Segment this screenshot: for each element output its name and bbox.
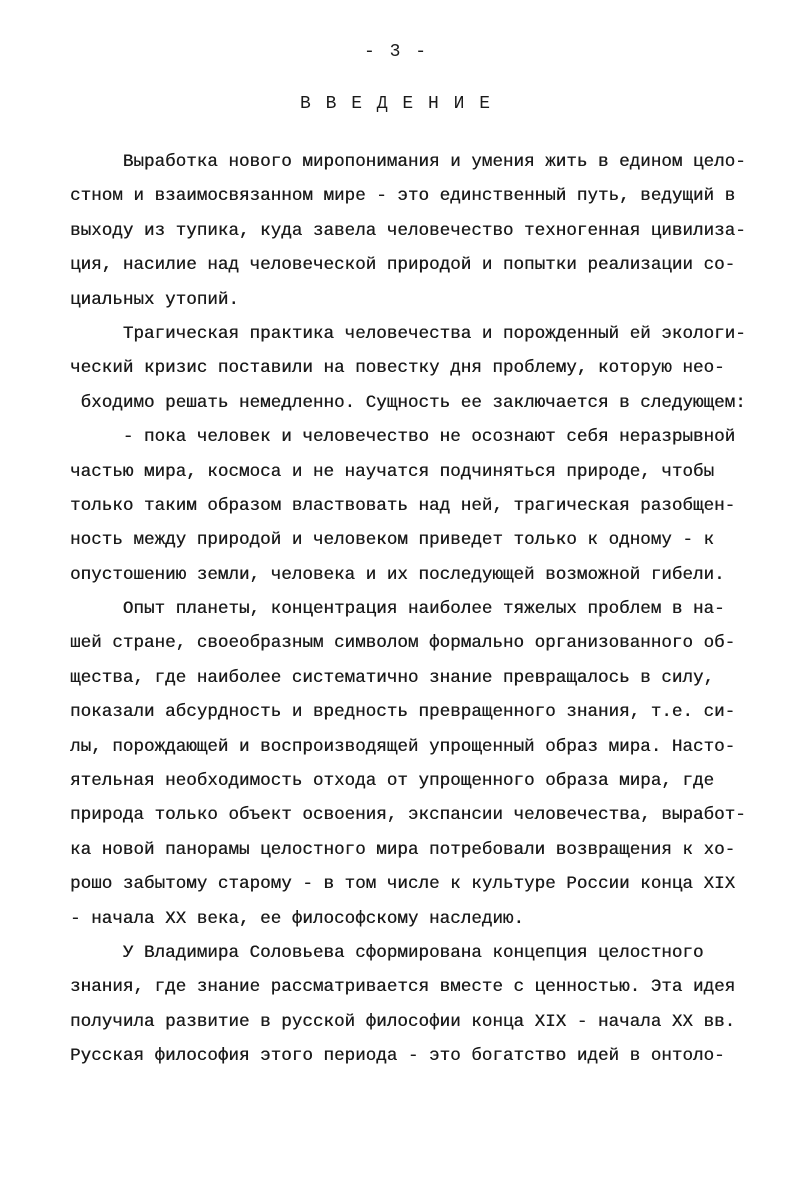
text-line: - начала XX века, ее философскому наследию. [70, 908, 524, 929]
text-line: - пока человек и человечество не осознают себя неразрывной [70, 427, 736, 448]
text-line: бходимо решать немедленно. Сущность ее заключается в следующем: [70, 392, 746, 413]
text-line: показали абсурдность и вредность превращенного знания, т.е. си- [70, 702, 736, 723]
text-line: опустошению земли, человека и их последующей возможной гибели. [70, 564, 725, 585]
text-line: циальных утопий. [70, 289, 239, 310]
text-line: природа только объект освоения, экспансии человечества, выработ- [70, 805, 746, 826]
text-line: рошо забытому старому - в том числе к культуре России конца XIX [70, 874, 736, 895]
text-line: Выработка нового миропонимания и умения жить в едином цело- [70, 152, 746, 172]
text-line: щества, где наиболее систематично знание превращалось в силу, [70, 667, 715, 688]
text-line: ческий кризис поставили на повестку дня проблему, которую нео- [70, 358, 725, 379]
text-line: Опыт планеты, концентрация наиболее тяжелых проблем в на- [70, 599, 725, 620]
text-line: выходу из тупика, куда завела человечество техногенная цивилиза- [70, 220, 746, 241]
page-number: - 3 - [363, 42, 428, 62]
text-line: Русская философия этого периода - это богатство идей в онтоло- [70, 1046, 725, 1067]
text-line: только таким образом властвовать над ней, трагическая разобщен- [70, 495, 736, 516]
body-text [70, 145, 770, 1074]
text-line: Трагическая практика человечества и порожденный ей экологи- [70, 323, 746, 344]
text-line: знания, где знание рассматривается вместе с ценностью. Эта идея [70, 977, 736, 998]
text-line: частью мира, космоса и не научатся подчиняться природе, чтобы [70, 461, 715, 482]
text-line: ция, насилие над человеческой природой и попытки реализации со- [70, 255, 736, 276]
text-line: шей стране, своеобразным символом формально организованного об- [70, 633, 736, 654]
text-line: ятельная необходимость отхода от упрощенного образа мира, где [70, 771, 715, 792]
text-line: лы, порождающей и воспроизводящей упрощенный образ мира. Насто- [70, 736, 736, 757]
text-line: получила развитие в русской философии конца XIX - начала XX вв. [70, 1011, 736, 1032]
text-line: стном и взаимосвязанном мире - это единственный путь, ведущий в [70, 186, 736, 207]
text-line: ка новой панорамы целостного мира потребовали возвращения к хо- [70, 839, 736, 860]
text-line: У Владимира Соловьева сформирована концепция целостного [70, 942, 704, 963]
page-title: В В Е Д Е Н И Е [299, 94, 493, 114]
text-line: ность между природой и человеком приведет только к одному - к [70, 530, 715, 551]
